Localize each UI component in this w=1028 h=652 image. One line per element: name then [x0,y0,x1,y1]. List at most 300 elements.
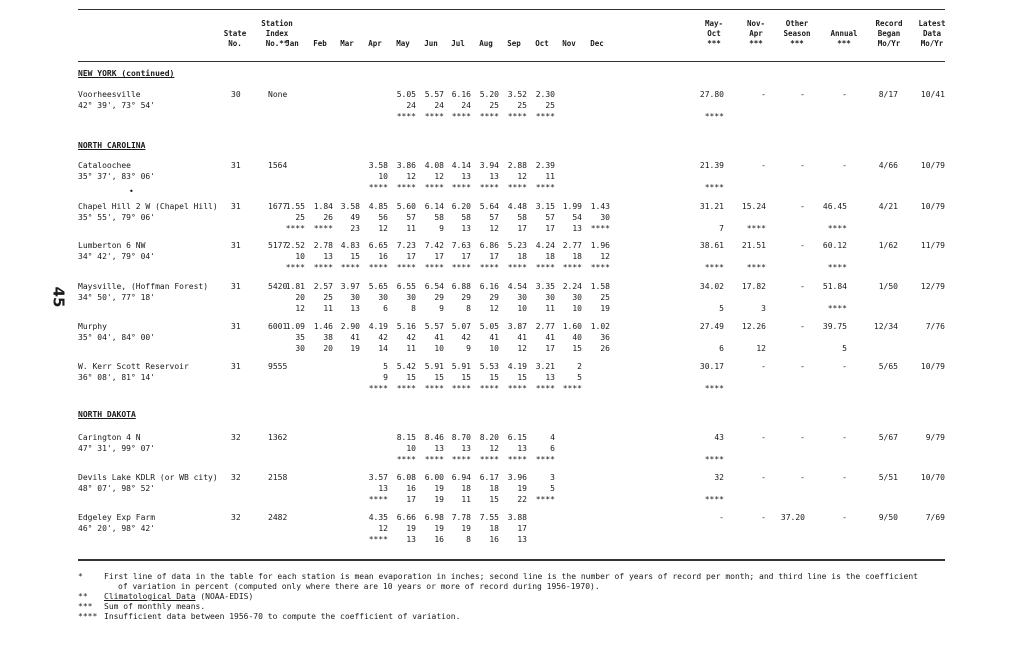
nov-apr-total: 12.26 [741,322,766,331]
annual-line2: **** [827,224,847,233]
value-may-line1: 6.66 [396,513,416,522]
may-oct-total: - [719,513,724,522]
value-nov-line1: 2.77 [562,241,582,250]
record-began: 5/51 [878,473,898,482]
value-sep-line2: 15 [517,373,527,382]
latest-data: 7/76 [925,322,945,331]
value-nov-line1: 2.24 [562,282,582,291]
value-aug-line3: **** [479,455,499,464]
value-aug-line1: 3.94 [479,161,499,170]
station-coords: 35° 37', 83° 06' [78,172,156,181]
value-may-line1: 6.55 [396,282,416,291]
station-coords: 48° 07', 98° 52' [78,484,156,493]
value-jun-line1: 6.54 [424,282,444,291]
value-jun-line2: 13 [434,444,444,453]
nov-apr-total: - [761,161,766,170]
value-may-line3: 11 [406,224,416,233]
annual-line2: 5 [842,344,847,353]
value-feb-line2: 38 [323,333,333,342]
may-oct-total: 30.17 [699,362,724,371]
footnote-source-agency: (NOAA-EDIS) [195,592,254,601]
value-feb-line1: 2.78 [313,241,333,250]
record-began: 4/66 [878,161,898,170]
annual-total: - [842,473,847,482]
value-sep-line2: 25 [517,101,527,110]
value-jul-line3: 9 [466,344,471,353]
may-oct-total: 32 [714,473,724,482]
value-oct-line1: 3 [550,473,555,482]
value-may-line3: **** [396,455,416,464]
value-may-line1: 5.16 [396,322,416,331]
value-jun-line2: 15 [434,373,444,382]
value-apr-line1: 4.19 [368,322,388,331]
value-dec-line3: 26 [600,344,610,353]
value-apr-line3: **** [368,495,388,504]
value-apr-line3: 6 [383,304,388,313]
bottom-rule [78,559,945,561]
station-coords: 46° 20', 98° 42' [78,524,156,533]
value-oct-line3: 17 [545,344,555,353]
value-may-line1: 5.60 [396,202,416,211]
station-name: Maysville, (Hoffman Forest) [78,282,209,291]
station-index: 5420 [268,282,288,291]
value-may-line3: **** [396,183,416,192]
value-aug-line3: 12 [489,224,499,233]
record-began: 4/21 [878,202,898,211]
may-oct-line2: 6 [719,344,724,353]
value-dec-line3: **** [590,263,610,272]
state-no: 32 [231,473,241,482]
annual-total: - [842,513,847,522]
value-jul-line2: 24 [461,101,471,110]
value-oct-line1: 4.24 [535,241,555,250]
value-sep-line2: 17 [517,524,527,533]
value-jun-line1: 5.91 [424,362,444,371]
value-sep-line1: 4.54 [507,282,527,291]
latest-data: 10/79 [920,362,945,371]
value-jul-line1: 6.16 [451,90,471,99]
value-may-line1: 5.05 [396,90,416,99]
value-dec-line1: 1.96 [590,241,610,250]
value-oct-line2: 25 [545,101,555,110]
value-may-line2: 19 [406,524,416,533]
value-aug-line1: 5.53 [479,362,499,371]
station-name: Carington 4 N [78,433,141,442]
value-nov-line2: 30 [572,293,582,302]
value-oct-line2: 11 [545,172,555,181]
state-no: 31 [231,161,241,170]
annual-line2: **** [827,304,847,313]
value-jun-line1: 6.00 [424,473,444,482]
value-aug-line3: 10 [489,344,499,353]
value-aug-line1: 5.20 [479,90,499,99]
value-feb-line3: **** [313,263,333,272]
annual-total: 39.75 [822,322,847,331]
footnote-marker-3: *** [78,602,93,611]
annual-total: 51.84 [822,282,847,291]
value-oct-line2: 30 [545,293,555,302]
value-sep-line3: 10 [517,304,527,313]
value-nov-line1: 1.60 [562,322,582,331]
station-index: None [268,90,288,99]
footnote-text-1-cont: of variation in percent (computed only where there are 10 years or more of record during 1956-1970). [118,582,600,591]
value-apr-line2: 12 [378,524,388,533]
section-title-north-carolina: NORTH CAROLINA [78,141,146,150]
value-may-line1: 6.08 [396,473,416,482]
value-apr-line2: 42 [378,333,388,342]
value-sep-line3: 13 [517,535,527,544]
header-month-dec: Dec [590,39,604,48]
station-name: W. Kerr Scott Reservoir [78,362,189,371]
latest-data: 10/70 [920,473,945,482]
value-feb-line1: 1.46 [313,322,333,331]
annual-total: - [842,362,847,371]
value-apr-line1: 6.65 [368,241,388,250]
value-aug-line3: 15 [489,495,499,504]
may-oct-line2: 7 [719,224,724,233]
nov-apr-total: - [761,362,766,371]
station-index: 2158 [268,473,288,482]
other-season-total: - [800,90,805,99]
value-jul-line3: 8 [466,304,471,313]
value-apr-line1: 4.35 [368,513,388,522]
state-no: 32 [231,513,241,522]
value-mar-line1: 2.90 [340,322,360,331]
value-feb-line1: 2.57 [313,282,333,291]
value-mar-line2: 30 [350,293,360,302]
value-jun-line3: 16 [434,535,444,544]
station-index: 1564 [268,161,288,170]
value-may-line2: 12 [406,172,416,181]
value-aug-line2: 13 [489,172,499,181]
header-month-aug: Aug [479,39,493,48]
value-jun-line3: **** [424,183,444,192]
value-oct-line3: **** [535,263,555,272]
value-apr-line3: **** [368,384,388,393]
value-jun-line3: **** [424,455,444,464]
value-jun-line2: 24 [434,101,444,110]
station-name: Voorheesville [78,90,141,99]
value-sep-line3: **** [507,384,527,393]
value-mar-line3: 23 [350,224,360,233]
value-jul-line2: 42 [461,333,471,342]
value-dec-line2: 30 [600,213,610,222]
value-jun-line2: 29 [434,293,444,302]
station-index: 2482 [268,513,288,522]
value-oct-line1: 3.35 [535,282,555,291]
value-jun-line1: 6.14 [424,202,444,211]
value-apr-line3: **** [368,535,388,544]
value-nov-line2: 5 [577,373,582,382]
value-sep-line1: 6.15 [507,433,527,442]
other-season-total: - [800,282,805,291]
value-jun-line2: 12 [434,172,444,181]
value-jul-line3: 11 [461,495,471,504]
annual-total: 46.45 [822,202,847,211]
value-jul-line2: 58 [461,213,471,222]
value-oct-line3: **** [535,384,555,393]
value-may-line2: 16 [406,484,416,493]
value-jul-line1: 5.91 [451,362,471,371]
nov-apr-total: - [761,513,766,522]
value-jan-line2: 10 [295,252,305,261]
value-aug-line1: 6.86 [479,241,499,250]
value-nov-line3: **** [562,384,582,393]
nov-apr-line2: **** [746,224,766,233]
record-began: 1/62 [878,241,898,250]
value-apr-line1: 5.65 [368,282,388,291]
stray-bullet: • [129,187,134,196]
header-latest-data: Latest Data Mo/Yr [918,19,946,48]
value-jul-line3: 13 [461,224,471,233]
may-oct-line3: **** [704,495,724,504]
may-oct-line3: **** [704,455,724,464]
nov-apr-line2: 12 [756,344,766,353]
may-oct-total: 21.39 [699,161,724,170]
nov-apr-total: 15.24 [741,202,766,211]
value-jul-line3: **** [451,263,471,272]
value-mar-line1: 3.97 [340,282,360,291]
value-may-line3: **** [396,263,416,272]
value-mar-line3: **** [340,263,360,272]
header-month-jun: Jun [424,39,438,48]
header-record-began: Record Began Mo/Yr [875,19,903,48]
value-sep-line3: 12 [517,344,527,353]
value-jun-line2: 41 [434,333,444,342]
value-jun-line3: **** [424,263,444,272]
value-jul-line2: 19 [461,524,471,533]
value-mar-line2: 41 [350,333,360,342]
value-sep-line2: 12 [517,172,527,181]
value-aug-line3: 16 [489,535,499,544]
value-nov-line2: 18 [572,252,582,261]
station-coords: 35° 55', 79° 06' [78,213,156,222]
value-jun-line3: **** [424,112,444,121]
value-may-line2: 30 [406,293,416,302]
station-index: 1677 [268,202,288,211]
may-oct-total: 27.80 [699,90,724,99]
value-sep-line1: 2.88 [507,161,527,170]
value-apr-line3: **** [368,183,388,192]
value-aug-line1: 5.64 [479,202,499,211]
value-may-line2: 15 [406,373,416,382]
nov-apr-total: - [761,90,766,99]
other-season-total: - [800,241,805,250]
value-jan-line1: 1.55 [285,202,305,211]
may-oct-line2: **** [704,263,724,272]
latest-data: 7/69 [925,513,945,522]
value-jun-line2: 58 [434,213,444,222]
value-jan-line1: 2.52 [285,241,305,250]
value-jan-line2: 35 [295,333,305,342]
station-name: Edgeley Exp Farm [78,513,156,522]
footnote-marker-1: * [78,572,83,581]
value-jan-line3: **** [285,263,305,272]
value-sep-line2: 58 [517,213,527,222]
may-oct-total: 34.02 [699,282,724,291]
value-oct-line2: 18 [545,252,555,261]
record-began: 5/67 [878,433,898,442]
value-apr-line1: 5 [383,362,388,371]
value-may-line2: 42 [406,333,416,342]
header-month-jul: Jul [451,39,465,48]
footnote-marker-4: **** [78,612,98,621]
station-coords: 47° 31', 99° 07' [78,444,156,453]
station-coords: 36° 08', 81° 14' [78,373,156,382]
nov-apr-total: 17.82 [741,282,766,291]
value-oct-line1: 2.30 [535,90,555,99]
value-feb-line3: 20 [323,344,333,353]
header-annual: Annual *** [830,29,858,48]
annual-total: - [842,90,847,99]
value-may-line3: **** [396,384,416,393]
value-apr-line3: 12 [378,224,388,233]
value-aug-line2: 25 [489,101,499,110]
value-aug-line1: 8.20 [479,433,499,442]
value-mar-line1: 3.58 [340,202,360,211]
other-season-total: - [800,322,805,331]
footnote-text-1: First line of data in the table for each station is mean evaporation in inches; second line is the number of years of record per month; and third line is the coefficient [104,572,918,581]
header-month-sep: Sep [507,39,521,48]
value-apr-line2: 9 [383,373,388,382]
footnote-text-2 [104,592,253,602]
value-nov-line3: **** [562,263,582,272]
value-jul-line3: **** [451,455,471,464]
value-sep-line1: 3.52 [507,90,527,99]
value-jun-line3: 9 [439,224,444,233]
value-jun-line2: 17 [434,252,444,261]
header-nov-apr: Nov- Apr *** [746,19,766,48]
value-apr-line1: 3.57 [368,473,388,482]
header-month-apr: Apr [368,39,382,48]
station-name: Devils Lake KDLR (or WB city) [78,473,218,482]
value-sep-line1: 5.23 [507,241,527,250]
station-name: Cataloochee [78,161,131,170]
header-rule [78,61,945,62]
value-may-line2: 24 [406,101,416,110]
value-dec-line1: 1.43 [590,202,610,211]
footnote-text-3: Sum of monthly means. [104,602,206,611]
header-month-oct: Oct [535,39,549,48]
value-apr-line2: 30 [378,293,388,302]
value-nov-line1: 1.99 [562,202,582,211]
station-index: 9555 [268,362,288,371]
value-aug-line1: 6.16 [479,282,499,291]
value-feb-line3: **** [313,224,333,233]
value-nov-line2: 40 [572,333,582,342]
value-aug-line2: 15 [489,373,499,382]
nov-apr-total: - [761,473,766,482]
value-oct-line3: **** [535,495,555,504]
value-jul-line3: **** [451,384,471,393]
value-dec-line1: 1.58 [590,282,610,291]
value-feb-line2: 13 [323,252,333,261]
value-aug-line1: 5.05 [479,322,499,331]
may-oct-line3: **** [704,183,724,192]
station-name: Murphy [78,322,107,331]
value-sep-line3: **** [507,112,527,121]
value-sep-line1: 4.48 [507,202,527,211]
value-oct-line1: 3.21 [535,362,555,371]
nov-apr-line2: 3 [761,304,766,313]
station-index: 6001 [268,322,288,331]
latest-data: 9/79 [925,433,945,442]
value-dec-line2: 25 [600,293,610,302]
value-may-line3: 11 [406,344,416,353]
nov-apr-line2: **** [746,263,766,272]
value-jun-line3: **** [424,384,444,393]
value-mar-line1: 4.83 [340,241,360,250]
value-jul-line1: 6.94 [451,473,471,482]
may-oct-total: 38.61 [699,241,724,250]
other-season-total: - [800,362,805,371]
value-oct-line3: 11 [545,304,555,313]
value-sep-line3: **** [507,183,527,192]
station-coords: 35° 04', 84° 00' [78,333,156,342]
other-season-total: - [800,473,805,482]
value-sep-line3: 22 [517,495,527,504]
value-jul-line1: 5.07 [451,322,471,331]
value-may-line2: 57 [406,213,416,222]
header-month-jan: Jan [285,39,299,48]
value-mar-line2: 15 [350,252,360,261]
value-sep-line1: 3.96 [507,473,527,482]
value-oct-line3: **** [535,112,555,121]
annual-total: - [842,161,847,170]
record-began: 9/50 [878,513,898,522]
value-jun-line1: 5.57 [424,90,444,99]
value-jul-line3: **** [451,112,471,121]
value-jul-line2: 13 [461,444,471,453]
header-state-no: State No. [223,29,247,48]
value-nov-line2: 54 [572,213,582,222]
value-sep-line1: 3.87 [507,322,527,331]
value-aug-line2: 18 [489,484,499,493]
value-oct-line3: **** [535,183,555,192]
value-apr-line3: **** [368,263,388,272]
value-feb-line2: 26 [323,213,333,222]
state-no: 31 [231,362,241,371]
value-mar-line3: 19 [350,344,360,353]
section-title-new-york: NEW YORK (continued) [78,69,175,78]
value-aug-line2: 17 [489,252,499,261]
value-jul-line2: 13 [461,172,471,181]
value-jul-line1: 8.70 [451,433,471,442]
annual-total: 60.12 [822,241,847,250]
header-month-feb: Feb [313,39,327,48]
footnote-marker-2: ** [78,592,88,601]
footnote-text-4: Insufficient data between 1956-70 to compute the coefficient of variation. [104,612,461,621]
other-season-total: - [800,161,805,170]
value-jul-line2: 17 [461,252,471,261]
value-oct-line1: 2.39 [535,161,555,170]
value-aug-line3: **** [479,183,499,192]
record-began: 5/65 [878,362,898,371]
value-oct-line3: **** [535,455,555,464]
value-jun-line1: 8.46 [424,433,444,442]
value-jun-line1: 7.42 [424,241,444,250]
record-began: 1/50 [878,282,898,291]
value-may-line2: 10 [406,444,416,453]
value-jan-line3: 12 [295,304,305,313]
value-jul-line3: **** [451,183,471,192]
value-may-line1: 7.23 [396,241,416,250]
other-season-total: 37.20 [780,513,805,522]
latest-data: 12/79 [920,282,945,291]
value-feb-line3: 11 [323,304,333,313]
value-sep-line2: 19 [517,484,527,493]
value-aug-line3: **** [479,263,499,272]
